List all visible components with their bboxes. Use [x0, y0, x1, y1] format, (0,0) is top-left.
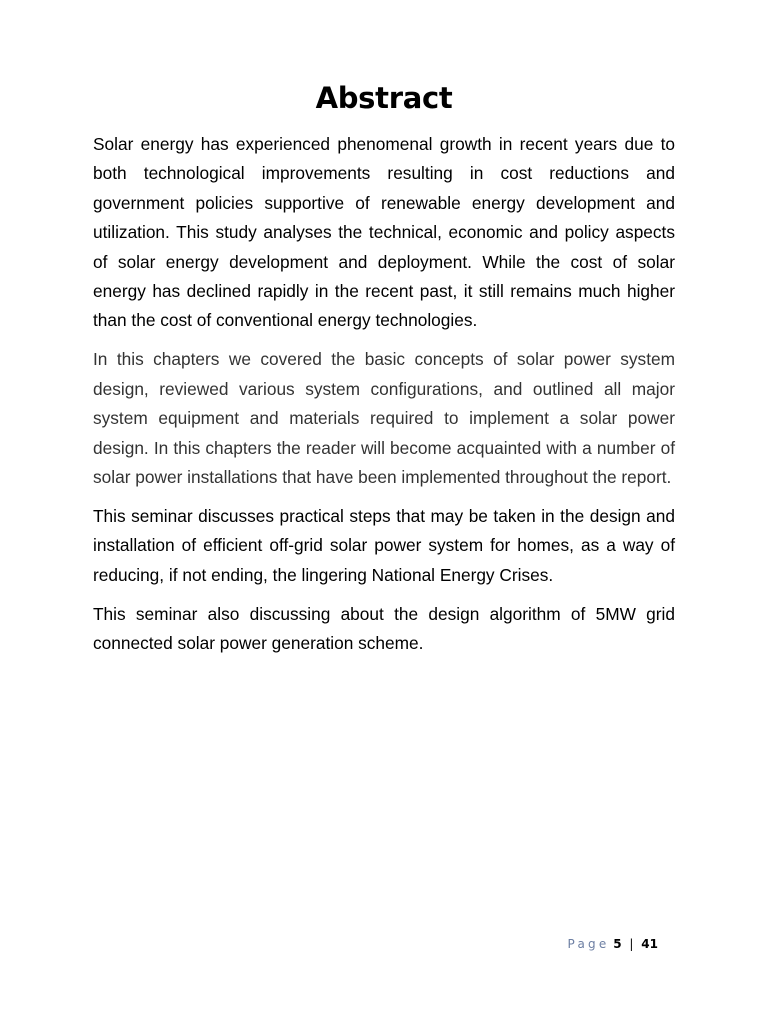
paragraph-2: In this chapters we covered the basic concepts of solar power system design, reviewed various system configurations, and outlined all major system equipment and materials required to implement a solar power design. In this chapters the reader will become acquainted with a number of solar power installations that have been implemented throughout the report.: [93, 349, 675, 487]
current-page-number: 5: [613, 937, 622, 951]
total-pages-number: 41: [641, 937, 658, 951]
page-footer: [568, 936, 658, 952]
page-label: Page: [567, 937, 610, 951]
page-separator: |: [629, 937, 634, 951]
paragraph-1: Solar energy has experienced phenomenal growth in recent years due to both technological improvements resulting in cost reductions and government policies supportive of renewable energy development and utilization. This study analyses the technical, economic and policy aspects of solar energy development and deployment. While the cost of solar energy has declined rapidly in the recent past, it still remains much higher than the cost of conventional energy technologies.: [93, 134, 675, 331]
paragraph-3: This seminar discusses practical steps that may be taken in the design and installation of efficient off-grid solar power system for homes, as a way of reducing, if not ending, the lingering National Energy Crises.: [93, 505, 675, 585]
abstract-body: [93, 130, 675, 668]
page-title: Abstract: [315, 81, 453, 115]
paragraph-4: This seminar also discussing about the design algorithm of 5MW grid connected solar power generation scheme.: [93, 603, 675, 653]
